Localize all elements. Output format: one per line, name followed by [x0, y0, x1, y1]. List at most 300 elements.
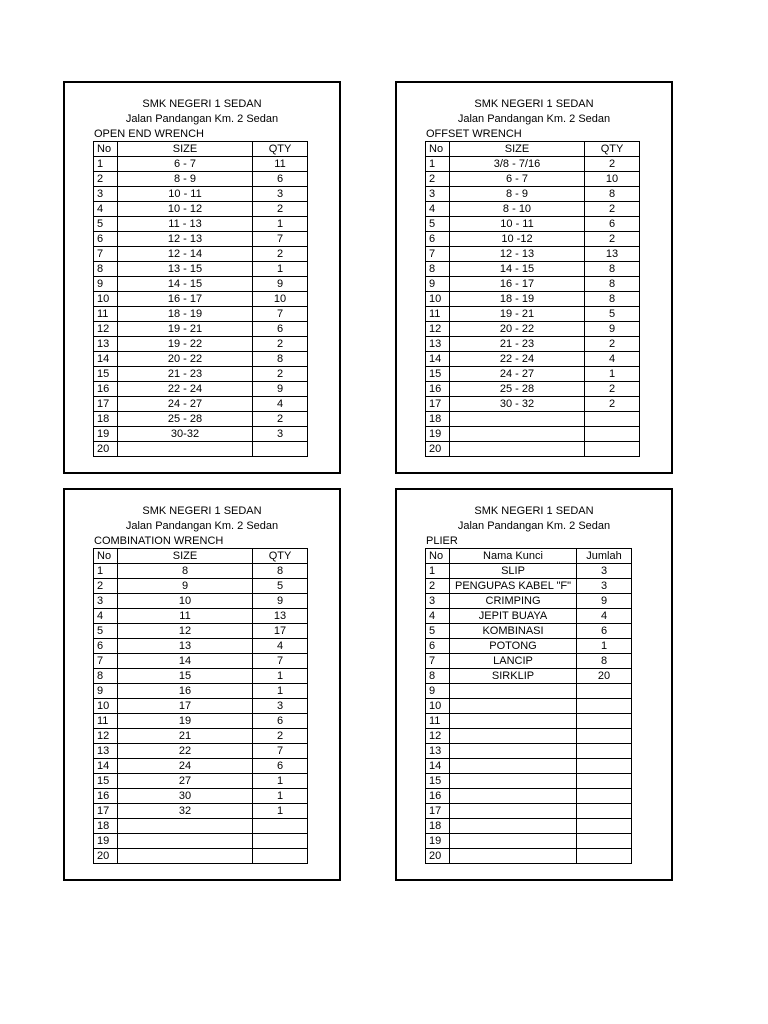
cell-qty: 9 [253, 277, 308, 292]
school-address: Jalan Pandangan Km. 2 Sedan [125, 520, 279, 532]
table-row [426, 669, 632, 684]
table-row [426, 247, 640, 262]
table-row [426, 382, 640, 397]
cell-item: POTONG [450, 639, 577, 654]
cell-item: 30-32 [118, 427, 253, 442]
cell-qty: 3 [253, 187, 308, 202]
cell-item [118, 834, 253, 849]
table-row [94, 699, 308, 714]
cell-item [450, 729, 577, 744]
cell-qty: 7 [253, 307, 308, 322]
table-header-row [426, 549, 632, 564]
cell-no: 2 [94, 172, 118, 187]
cell-no: 9 [94, 684, 118, 699]
inventory-table [93, 548, 308, 864]
table-row [94, 849, 308, 864]
table-row [94, 744, 308, 759]
cell-item: 19 - 21 [118, 322, 253, 337]
cell-item: 10 - 12 [118, 202, 253, 217]
cell-qty: 3 [577, 564, 632, 579]
cell-qty: 6 [253, 714, 308, 729]
column-header-item: Nama Kunci [450, 549, 577, 564]
cell-no: 14 [426, 352, 450, 367]
table-row [426, 759, 632, 774]
cell-item: 12 - 13 [450, 247, 585, 262]
cell-qty [577, 774, 632, 789]
cell-item: 17 [118, 699, 253, 714]
cell-item: 20 - 22 [118, 352, 253, 367]
table-row [426, 624, 632, 639]
cell-no: 8 [94, 262, 118, 277]
table-header-row [94, 549, 308, 564]
table-row [426, 609, 632, 624]
table-row [94, 277, 308, 292]
cell-qty: 2 [253, 337, 308, 352]
cell-item: 16 [118, 684, 253, 699]
cell-no: 15 [94, 774, 118, 789]
inventory-card-combination-wrench [63, 488, 341, 881]
cell-qty: 8 [577, 654, 632, 669]
table-row [426, 564, 632, 579]
cell-no: 11 [94, 714, 118, 729]
table-row [94, 594, 308, 609]
cell-qty: 4 [577, 609, 632, 624]
cell-item [450, 774, 577, 789]
table-row [94, 397, 308, 412]
cell-item: 32 [118, 804, 253, 819]
cell-qty: 8 [253, 564, 308, 579]
table-row [94, 714, 308, 729]
cell-qty: 1 [585, 367, 640, 382]
cell-qty: 6 [585, 217, 640, 232]
cell-no: 14 [426, 759, 450, 774]
cell-no: 11 [426, 714, 450, 729]
cell-item: 11 - 13 [118, 217, 253, 232]
cell-qty [577, 729, 632, 744]
table-row [426, 322, 640, 337]
cell-no: 3 [94, 594, 118, 609]
cell-qty [577, 849, 632, 864]
cell-qty: 7 [253, 232, 308, 247]
table-row [94, 579, 308, 594]
cell-qty: 4 [253, 397, 308, 412]
cell-no: 8 [426, 262, 450, 277]
cell-item: 13 - 15 [118, 262, 253, 277]
cell-item: 6 - 7 [450, 172, 585, 187]
cell-no: 15 [426, 774, 450, 789]
table-row [426, 367, 640, 382]
cell-qty: 10 [253, 292, 308, 307]
school-name: SMK NEGERI 1 SEDAN [474, 98, 594, 110]
cell-qty: 2 [585, 232, 640, 247]
table-row [94, 564, 308, 579]
table-row [94, 232, 308, 247]
cell-item: CRIMPING [450, 594, 577, 609]
column-header-no: No [94, 142, 118, 157]
cell-qty: 3 [253, 699, 308, 714]
cell-no: 10 [426, 292, 450, 307]
cell-item: 16 - 17 [118, 292, 253, 307]
table-row [426, 397, 640, 412]
cell-no: 19 [94, 427, 118, 442]
inventory-table [425, 548, 632, 864]
cell-item: 8 - 9 [118, 172, 253, 187]
cell-qty [577, 684, 632, 699]
cell-qty: 2 [585, 397, 640, 412]
cell-no: 16 [426, 789, 450, 804]
cell-qty: 13 [585, 247, 640, 262]
table-row [94, 322, 308, 337]
column-header-qty: QTY [585, 142, 640, 157]
column-header-item: SIZE [118, 142, 253, 157]
cell-qty: 4 [585, 352, 640, 367]
cell-no: 10 [94, 699, 118, 714]
table-row [94, 217, 308, 232]
table-header-row [426, 142, 640, 157]
cell-no: 6 [426, 232, 450, 247]
cell-item [450, 834, 577, 849]
cell-item [450, 684, 577, 699]
cell-no: 4 [94, 609, 118, 624]
table-row [94, 157, 308, 172]
cell-qty [577, 789, 632, 804]
column-header-no: No [426, 142, 450, 157]
table-row [426, 639, 632, 654]
cell-no: 9 [94, 277, 118, 292]
cell-no: 17 [94, 397, 118, 412]
cell-no: 12 [426, 729, 450, 744]
table-row [426, 774, 632, 789]
cell-no: 7 [426, 654, 450, 669]
cell-no: 4 [426, 609, 450, 624]
cell-qty: 1 [577, 639, 632, 654]
cell-item [450, 744, 577, 759]
table-row [426, 442, 640, 457]
cell-no: 6 [94, 639, 118, 654]
table-row [94, 382, 308, 397]
cell-qty [577, 714, 632, 729]
cell-item: 22 - 24 [450, 352, 585, 367]
cell-item: PENGUPAS KABEL "F" [450, 579, 577, 594]
cell-item: 9 [118, 579, 253, 594]
cell-item [118, 849, 253, 864]
cell-no: 14 [94, 759, 118, 774]
cell-no: 5 [426, 624, 450, 639]
cell-qty [577, 834, 632, 849]
cell-item: SLIP [450, 564, 577, 579]
cell-no: 6 [94, 232, 118, 247]
table-row [426, 157, 640, 172]
cell-qty: 6 [253, 759, 308, 774]
cell-qty: 1 [253, 684, 308, 699]
cell-item: 12 - 14 [118, 247, 253, 262]
cell-item: 21 - 23 [118, 367, 253, 382]
table-row [426, 594, 632, 609]
table-row [426, 819, 632, 834]
cell-no: 18 [94, 412, 118, 427]
cell-no: 1 [94, 564, 118, 579]
cell-no: 3 [426, 187, 450, 202]
cell-item: 19 - 21 [450, 307, 585, 322]
cell-item: 19 [118, 714, 253, 729]
cell-qty: 6 [577, 624, 632, 639]
cell-qty: 8 [585, 292, 640, 307]
table-row [94, 292, 308, 307]
table-row [94, 759, 308, 774]
cell-qty [577, 804, 632, 819]
cell-item [450, 427, 585, 442]
card-title: OFFSET WRENCH [426, 128, 522, 140]
table-row [94, 262, 308, 277]
cell-qty [253, 834, 308, 849]
cell-qty: 2 [585, 202, 640, 217]
cell-qty [577, 744, 632, 759]
cell-qty: 9 [585, 322, 640, 337]
table-row [94, 367, 308, 382]
table-row [94, 172, 308, 187]
cell-no: 17 [94, 804, 118, 819]
cell-item: JEPIT BUAYA [450, 609, 577, 624]
cell-no: 13 [94, 744, 118, 759]
cell-qty [253, 442, 308, 457]
cell-no: 2 [426, 172, 450, 187]
cell-no: 20 [94, 849, 118, 864]
cell-item: 30 [118, 789, 253, 804]
cell-qty: 2 [253, 367, 308, 382]
cell-qty: 1 [253, 669, 308, 684]
cell-no: 1 [426, 564, 450, 579]
cell-qty [253, 849, 308, 864]
cell-qty: 9 [253, 382, 308, 397]
cell-item: 22 [118, 744, 253, 759]
cell-qty: 8 [585, 187, 640, 202]
cell-no: 20 [94, 442, 118, 457]
table-row [426, 684, 632, 699]
cell-no: 13 [94, 337, 118, 352]
cell-item: 24 - 27 [118, 397, 253, 412]
cell-item [450, 412, 585, 427]
cell-no: 13 [426, 337, 450, 352]
inventory-table [425, 141, 640, 457]
cell-qty [585, 442, 640, 457]
cell-no: 7 [94, 654, 118, 669]
cell-no: 17 [426, 397, 450, 412]
cell-item [450, 789, 577, 804]
cell-item [450, 442, 585, 457]
cell-no: 20 [426, 849, 450, 864]
cell-no: 4 [426, 202, 450, 217]
column-header-qty: Jumlah [577, 549, 632, 564]
table-row [426, 579, 632, 594]
cell-item: 12 - 13 [118, 232, 253, 247]
cell-item: 25 - 28 [118, 412, 253, 427]
table-row [426, 262, 640, 277]
table-row [426, 834, 632, 849]
cell-item: 6 - 7 [118, 157, 253, 172]
cell-qty: 1 [253, 774, 308, 789]
card-title: OPEN END WRENCH [94, 128, 205, 140]
table-row [94, 412, 308, 427]
card-title: COMBINATION WRENCH [94, 535, 224, 547]
inventory-table [93, 141, 308, 457]
cell-no: 3 [94, 187, 118, 202]
cell-no: 18 [426, 819, 450, 834]
cell-item: 15 [118, 669, 253, 684]
table-row [94, 639, 308, 654]
cell-qty: 7 [253, 654, 308, 669]
cell-qty: 6 [253, 172, 308, 187]
table-row [426, 187, 640, 202]
cell-no: 8 [426, 669, 450, 684]
cell-qty [577, 759, 632, 774]
table-row [426, 849, 632, 864]
cell-qty: 3 [253, 427, 308, 442]
cell-item: 21 [118, 729, 253, 744]
table-row [426, 699, 632, 714]
cell-no: 13 [426, 744, 450, 759]
cell-qty: 17 [253, 624, 308, 639]
cell-qty [253, 819, 308, 834]
cell-no: 11 [94, 307, 118, 322]
table-row [426, 202, 640, 217]
cell-qty: 2 [253, 412, 308, 427]
cell-qty: 8 [253, 352, 308, 367]
table-row [426, 789, 632, 804]
school-address: Jalan Pandangan Km. 2 Sedan [125, 113, 279, 125]
table-row [94, 609, 308, 624]
cell-no: 15 [426, 367, 450, 382]
cell-item: 30 - 32 [450, 397, 585, 412]
cell-qty: 10 [585, 172, 640, 187]
school-address: Jalan Pandangan Km. 2 Sedan [457, 520, 611, 532]
cell-qty [577, 819, 632, 834]
column-header-qty: QTY [253, 549, 308, 564]
cell-no: 19 [426, 427, 450, 442]
table-row [94, 624, 308, 639]
cell-item: 27 [118, 774, 253, 789]
cell-item: KOMBINASI [450, 624, 577, 639]
cell-qty: 11 [253, 157, 308, 172]
cell-no: 1 [426, 157, 450, 172]
cell-item: 10 [118, 594, 253, 609]
cell-no: 10 [426, 699, 450, 714]
cell-no: 7 [426, 247, 450, 262]
cell-no: 2 [426, 579, 450, 594]
table-row [426, 172, 640, 187]
cell-no: 12 [426, 322, 450, 337]
table-row [426, 217, 640, 232]
table-row [94, 819, 308, 834]
table-row [94, 202, 308, 217]
inventory-card-open-end-wrench [63, 81, 341, 474]
table-row [426, 352, 640, 367]
cell-item: 12 [118, 624, 253, 639]
cell-item: SIRKLIP [450, 669, 577, 684]
cell-no: 5 [94, 217, 118, 232]
cell-no: 11 [426, 307, 450, 322]
table-row [426, 337, 640, 352]
table-row [94, 774, 308, 789]
cell-no: 16 [94, 789, 118, 804]
cell-no: 19 [94, 834, 118, 849]
cell-item [450, 714, 577, 729]
table-row [426, 744, 632, 759]
cell-qty: 1 [253, 262, 308, 277]
cell-no: 12 [94, 322, 118, 337]
cell-no: 18 [94, 819, 118, 834]
column-header-qty: QTY [253, 142, 308, 157]
table-row [426, 427, 640, 442]
table-row [94, 247, 308, 262]
table-row [94, 187, 308, 202]
cell-no: 9 [426, 684, 450, 699]
cell-no: 19 [426, 834, 450, 849]
table-row [426, 714, 632, 729]
cell-qty: 5 [253, 579, 308, 594]
cell-qty: 9 [577, 594, 632, 609]
cell-item: 18 - 19 [118, 307, 253, 322]
school-address: Jalan Pandangan Km. 2 Sedan [457, 113, 611, 125]
table-row [426, 292, 640, 307]
table-row [94, 669, 308, 684]
cell-item [450, 819, 577, 834]
cell-qty [577, 699, 632, 714]
cell-item: 13 [118, 639, 253, 654]
cell-qty: 8 [585, 262, 640, 277]
cell-item: 22 - 24 [118, 382, 253, 397]
table-row [94, 654, 308, 669]
cell-qty: 1 [253, 804, 308, 819]
cell-no: 17 [426, 804, 450, 819]
cell-item: 14 [118, 654, 253, 669]
column-header-item: SIZE [118, 549, 253, 564]
cell-qty: 8 [585, 277, 640, 292]
card-title: PLIER [426, 535, 458, 547]
cell-item [450, 849, 577, 864]
cell-no: 14 [94, 352, 118, 367]
cell-qty: 6 [253, 322, 308, 337]
cell-no: 9 [426, 277, 450, 292]
school-name: SMK NEGERI 1 SEDAN [474, 505, 594, 517]
cell-qty [585, 427, 640, 442]
table-row [94, 337, 308, 352]
table-row [94, 834, 308, 849]
cell-item: 14 - 15 [118, 277, 253, 292]
cell-qty: 1 [253, 217, 308, 232]
cell-no: 5 [94, 624, 118, 639]
inventory-card-plier [395, 488, 673, 881]
cell-no: 10 [94, 292, 118, 307]
cell-qty: 2 [253, 202, 308, 217]
table-row [426, 277, 640, 292]
cell-item: 10 - 11 [450, 217, 585, 232]
column-header-no: No [426, 549, 450, 564]
table-row [94, 804, 308, 819]
cell-no: 20 [426, 442, 450, 457]
cell-item: 20 - 22 [450, 322, 585, 337]
cell-item: 8 - 10 [450, 202, 585, 217]
cell-no: 7 [94, 247, 118, 262]
table-row [426, 804, 632, 819]
cell-item [118, 442, 253, 457]
inventory-card-offset-wrench [395, 81, 673, 474]
table-row [94, 684, 308, 699]
cell-no: 4 [94, 202, 118, 217]
cell-no: 16 [94, 382, 118, 397]
column-header-item: SIZE [450, 142, 585, 157]
school-name: SMK NEGERI 1 SEDAN [142, 505, 262, 517]
cell-item [450, 699, 577, 714]
